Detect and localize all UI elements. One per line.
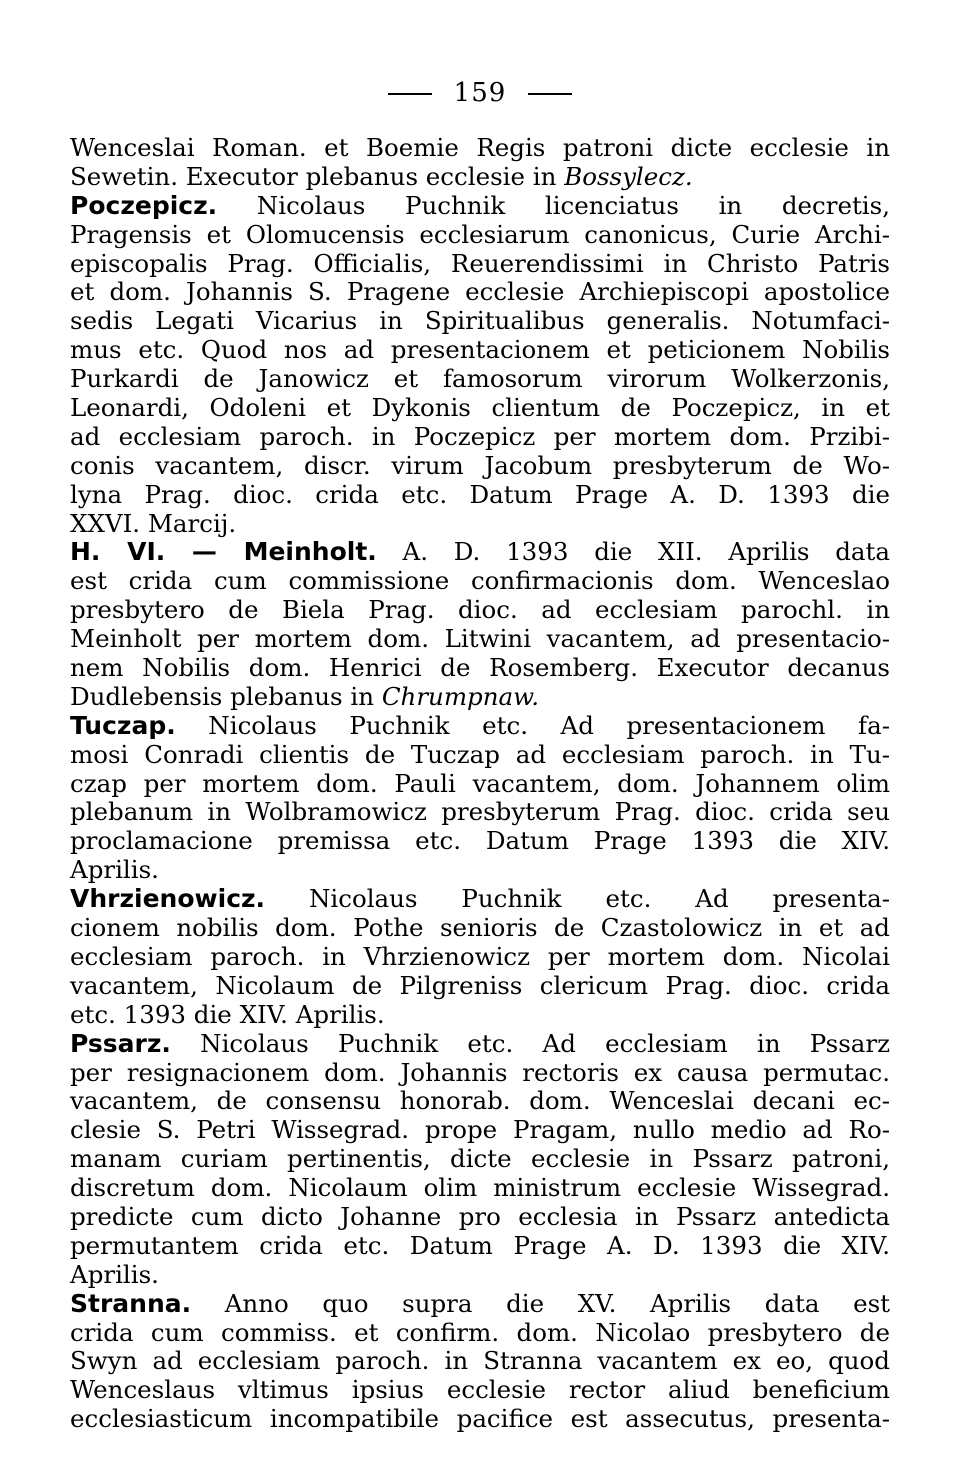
italic-text: Chrumpnaw. xyxy=(381,681,539,711)
line-text: plebanum in Wolbramowicz presbyterum Prag. dioc. crida seu xyxy=(70,797,890,827)
line-text: proclamacione premissa etc. Datum Prage 1393 die XIV. xyxy=(70,826,890,856)
text-line xyxy=(70,1405,890,1434)
line-text: Purkardi de Janowicz et famosorum virorum Wolkerzonis, xyxy=(70,364,890,394)
line-text: Aprilis. xyxy=(70,855,159,885)
line-text: ecclesiasticum incompatibile pacifice est assecutus, presenta- xyxy=(70,1404,890,1434)
text-line xyxy=(70,1116,890,1145)
line-text: vacantem, Nicolaum de Pilgreniss clericum Prag. dioc. crida xyxy=(70,970,890,1000)
text-line xyxy=(70,972,890,1001)
text-line xyxy=(70,914,890,943)
line-text: Swyn ad ecclesiam paroch. in Stranna vacantem ex eo, quod xyxy=(70,1346,890,1376)
line-text: Dudlebensis plebanus in xyxy=(70,681,382,711)
line-text: Aprilis. xyxy=(70,1259,159,1289)
line-text: mus etc. Quod nos ad presentacionem et peticionem Nobilis xyxy=(70,335,890,365)
text-line xyxy=(70,1232,890,1261)
text-line xyxy=(70,856,890,885)
line-text: discretum dom. Nicolaum olim ministrum ecclesie Wissegrad. xyxy=(70,1173,890,1203)
body-text xyxy=(70,134,890,1434)
line-text: Leonardi, Odoleni et Dykonis clientum de Poczepicz, in et xyxy=(70,393,890,423)
entry-heading: Tuczap. xyxy=(70,710,176,740)
text-line xyxy=(70,1290,890,1319)
line-text: clesie S. Petri Wissegrad. prope Pragam, nullo medio ad Ro- xyxy=(70,1115,890,1145)
text-line xyxy=(70,1174,890,1203)
line-text: ecclesiam paroch. in Vhrzienowicz per mortem dom. Nicolai xyxy=(70,941,890,971)
text-line xyxy=(70,741,890,770)
dash-right xyxy=(528,93,572,95)
text-line xyxy=(70,336,890,365)
text-line xyxy=(70,798,890,827)
text-line xyxy=(70,683,890,712)
line-text: Nicolaus Puchnik etc. Ad presenta- xyxy=(265,884,890,914)
line-text: et dom. Johannis S. Pragene ecclesie Archiepiscopi apostolice xyxy=(70,277,890,307)
text-line xyxy=(70,1376,890,1405)
line-text: predicte cum dicto Johanne pro ecclesia in Pssarz antedicta xyxy=(70,1201,890,1231)
text-line xyxy=(70,1319,890,1348)
line-text: Sewetin. Executor plebanus ecclesie in xyxy=(70,161,565,191)
entry-heading: Stranna. xyxy=(70,1288,192,1318)
text-line xyxy=(70,192,890,221)
line-text: Nicolaus Puchnik etc. Ad presentacionem fa- xyxy=(175,710,890,740)
text-line xyxy=(70,885,890,914)
line-text: Wenceslaus vltimus ipsius ecclesie rector aliud beneficium xyxy=(70,1375,890,1405)
text-line xyxy=(70,365,890,394)
line-text: per resignacionem dom. Johannis rectoris ex causa permutac. xyxy=(70,1057,890,1087)
line-text: Wenceslai Roman. et Boemie Regis patroni dicte ecclesie in xyxy=(70,133,890,162)
line-text: Nicolaus Puchnik etc. Ad ecclesiam in Pssarz xyxy=(170,1028,890,1058)
text-line xyxy=(70,1145,890,1174)
entry-heading: Pssarz. xyxy=(70,1028,171,1058)
line-text: Meinholt per mortem dom. Litwini vacantem, ad presentacio- xyxy=(70,624,890,654)
line-text: ad ecclesiam paroch. in Poczepicz per mortem dom. Przibi- xyxy=(70,421,890,451)
line-text: crida cum commiss. et confirm. dom. Nicolao presbytero de xyxy=(70,1317,890,1347)
text-line xyxy=(70,1001,890,1030)
line-text: czap per mortem dom. Pauli vacantem, dom. Johannem olim xyxy=(70,768,890,798)
text-line xyxy=(70,827,890,856)
page-number: 159 xyxy=(453,78,507,108)
text-line xyxy=(70,510,890,539)
text-line xyxy=(70,1347,890,1376)
text-line xyxy=(70,1087,890,1116)
text-line xyxy=(70,221,890,250)
text-line xyxy=(70,250,890,279)
line-text: manam curiam pertinentis, dicte ecclesie in Pssarz patroni, xyxy=(70,1144,890,1174)
text-line xyxy=(70,712,890,741)
text-line xyxy=(70,134,890,163)
text-line xyxy=(70,538,890,567)
text-line xyxy=(70,481,890,510)
text-line xyxy=(70,1030,890,1059)
italic-text: Bossylecz. xyxy=(564,161,693,191)
line-text: Anno quo supra die XV. Aprilis data est xyxy=(191,1288,890,1318)
text-line xyxy=(70,625,890,654)
line-text: sedis Legati Vicarius in Spiritualibus generalis. Notumfaci- xyxy=(70,306,890,336)
dash-left xyxy=(388,93,432,95)
text-line xyxy=(70,423,890,452)
text-line xyxy=(70,1261,890,1290)
text-line xyxy=(70,654,890,683)
entry-heading: Poczepicz. xyxy=(70,190,218,220)
line-text: XXVI. Marcij. xyxy=(70,508,237,538)
line-text: mosi Conradi clientis de Tuczap ad ecclesiam paroch. in Tu- xyxy=(70,739,890,769)
line-text: nem Nobilis dom. Henrici de Rosemberg. Executor decanus xyxy=(70,653,890,683)
text-line xyxy=(70,394,890,423)
line-text: lyna Prag. dioc. crida etc. Datum Prage A. D. 1393 die xyxy=(70,479,890,509)
line-text: presbytero de Biela Prag. dioc. ad ecclesiam parochl. in xyxy=(70,595,890,625)
line-text: permutantem crida etc. Datum Prage A. D. 1393 die XIV. xyxy=(70,1230,890,1260)
page-header xyxy=(0,78,960,108)
line-text: episcopalis Prag. Officialis, Reuerendissimi in Christo Patris xyxy=(70,248,890,278)
line-text: Pragensis et Olomucensis ecclesiarum canonicus, Curie Archi- xyxy=(70,219,890,249)
entry-heading: H. VI. — Meinholt. xyxy=(70,537,377,567)
entry-heading: Vhrzienowicz. xyxy=(70,884,266,914)
text-line xyxy=(70,1059,890,1088)
text-line xyxy=(70,278,890,307)
text-line xyxy=(70,452,890,481)
line-text: Nicolaus Puchnik licenciatus in decretis, xyxy=(217,190,890,220)
text-line xyxy=(70,1203,890,1232)
text-line xyxy=(70,307,890,336)
line-text: est crida cum commissione confirmacionis dom. Wenceslao xyxy=(70,566,890,596)
text-line xyxy=(70,770,890,799)
line-text: cionem nobilis dom. Pothe senioris de Czastolowicz in et ad xyxy=(70,913,890,943)
text-line xyxy=(70,596,890,625)
line-text: etc. 1393 die XIV. Aprilis. xyxy=(70,999,385,1029)
text-line xyxy=(70,567,890,596)
line-text: A. D. 1393 die XII. Aprilis data xyxy=(376,537,890,567)
text-line xyxy=(70,163,890,192)
line-text: vacantem, de consensu honorab. dom. Wenceslai decani ec- xyxy=(70,1086,890,1116)
line-text: conis vacantem, discr. virum Jacobum presbyterum de Wo- xyxy=(70,450,890,480)
text-line xyxy=(70,943,890,972)
